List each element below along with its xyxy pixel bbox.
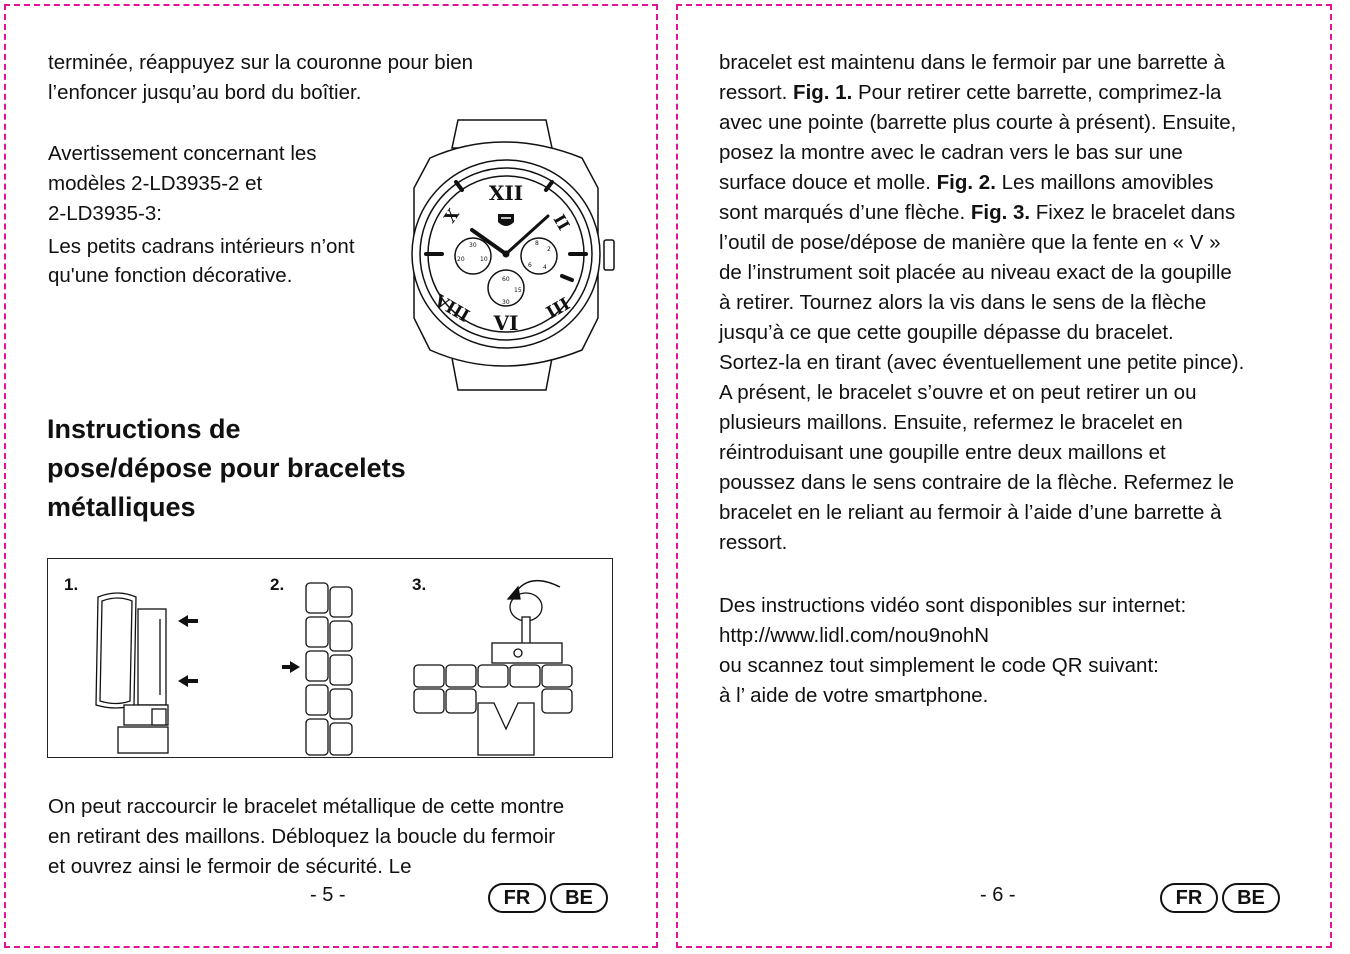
paragraph-line: posez la montre avec le cadran vers le bas sur une xyxy=(719,141,1183,164)
language-badges xyxy=(1160,883,1280,913)
bracelet-links-drawing xyxy=(306,583,352,755)
svg-text:30: 30 xyxy=(502,299,510,306)
body-line: en retirant des maillons. Débloquez la boucle du fermoir xyxy=(48,825,556,848)
heading-line: pose/dépose pour bracelets xyxy=(47,453,406,483)
numeral-8: VIII xyxy=(430,290,473,327)
paragraph-line: jusqu’à ce que cette goupille dépasse du bracelet. xyxy=(719,321,1174,344)
arrow-left-icon xyxy=(178,615,198,687)
language-badges xyxy=(488,883,608,913)
section-heading xyxy=(47,410,406,527)
body-text xyxy=(48,792,564,882)
badge-be: BE xyxy=(1222,883,1280,913)
svg-text:2: 2 xyxy=(547,246,551,253)
intro-line: l’enfoncer jusqu’au bord du boîtier. xyxy=(48,81,362,104)
paragraph-line: bracelet en le reliant au fermoir à l’aide d’une barrette à xyxy=(719,501,1222,524)
svg-text:20: 20 xyxy=(457,256,465,263)
figure-illustrations xyxy=(48,559,612,757)
warning-title-line: 2-LD3935-3: xyxy=(48,202,162,225)
paragraph-line: Sortez-la en tirant (avec éventuellement une petite pince). xyxy=(719,351,1245,374)
clasp-drawing xyxy=(96,593,168,753)
right-page xyxy=(676,4,1332,948)
video-link[interactable]: http://www.lidl.com/nou9nohN xyxy=(719,624,990,647)
svg-text:30: 30 xyxy=(469,242,477,249)
paragraph-line: poussez dans le sens contraire de la flèche. Refermez le xyxy=(719,471,1235,494)
watch-illustration xyxy=(402,118,616,392)
svg-text:4: 4 xyxy=(543,264,547,271)
numeral-2: II xyxy=(549,211,574,234)
warning-title-line: modèles 2-LD3935-2 et xyxy=(48,172,263,195)
svg-text:60: 60 xyxy=(502,276,510,283)
arrow-right-icon xyxy=(282,661,300,673)
numeral-4: III xyxy=(543,294,574,324)
intro-line: terminée, réappuyez sur la couronne pour bien xyxy=(48,51,474,74)
badge-fr: FR xyxy=(1160,883,1218,913)
figure-label-1: 1. xyxy=(64,575,79,594)
numeral-6: VI xyxy=(493,311,519,335)
fig-ref-2: Fig. 2. xyxy=(936,171,996,194)
numeral-10: X xyxy=(440,205,463,227)
warning-title xyxy=(48,139,317,229)
paragraph-line: avec une pointe (barrette plus courte à présent). Ensuite, xyxy=(719,111,1237,134)
paragraph-line: ressort. xyxy=(719,531,788,554)
paragraph-line: bracelet est maintenu dans le fermoir par une barrette à xyxy=(719,51,1225,74)
numeral-12: XII xyxy=(488,181,524,205)
badge-be: BE xyxy=(550,883,608,913)
video-line: ou scannez tout simplement le code QR suivant: xyxy=(719,654,1159,677)
video-instructions xyxy=(719,591,1186,711)
intro-text xyxy=(48,48,473,108)
heading-line: métalliques xyxy=(47,492,196,522)
body-line: On peut raccourcir le bracelet métallique de cette montre xyxy=(48,795,565,818)
video-line: Des instructions vidéo sont disponibles sur internet: xyxy=(719,594,1187,617)
paragraph-line: A présent, le bracelet s’ouvre et on peut retirer un ou xyxy=(719,381,1197,404)
svg-text:10: 10 xyxy=(480,256,488,263)
paragraph-line: l’outil de pose/dépose de manière que la fente en « V » xyxy=(719,231,1221,254)
heading-line: Instructions de xyxy=(47,414,241,444)
paragraph-line: à retirer. Tournez alors la vis dans le sens de la flèche xyxy=(719,291,1207,314)
fig-ref-1: Fig. 1. xyxy=(793,81,853,104)
page-number: - 5 - xyxy=(310,884,346,906)
left-page xyxy=(4,4,658,948)
svg-text:6: 6 xyxy=(528,262,532,269)
paragraph-line: sont marqués d’une flèche. Fig. 3. Fixez le bracelet dans xyxy=(719,201,1236,224)
svg-text:8: 8 xyxy=(535,240,539,247)
warning-text xyxy=(48,232,355,290)
badge-fr: FR xyxy=(488,883,546,913)
paragraph-line: de l’instrument soit placée au niveau exact de la goupille xyxy=(719,261,1232,284)
figure-box xyxy=(47,558,613,758)
warning-text-line: Les petits cadrans intérieurs n’ont xyxy=(48,235,355,258)
paragraph-line: réintroduisant une goupille entre deux maillons et xyxy=(719,441,1166,464)
svg-text:15: 15 xyxy=(514,287,522,294)
paragraph-line: surface douce et molle. Fig. 2. Les maillons amovibles xyxy=(719,171,1214,194)
video-line: à l’ aide de votre smartphone. xyxy=(719,684,989,707)
tool-drawing xyxy=(414,593,572,755)
paragraph-line: ressort. Fig. 1. Pour retirer cette barrette, comprimez-la xyxy=(719,81,1222,104)
instructions-paragraph xyxy=(719,48,1244,558)
body-line: et ouvrez ainsi le fermoir de sécurité. Le xyxy=(48,855,412,878)
page-number: - 6 - xyxy=(980,884,1016,906)
paragraph-line: plusieurs maillons. Ensuite, refermez le bracelet en xyxy=(719,411,1183,434)
warning-title-line: Avertissement concernant les xyxy=(48,142,317,165)
fig-ref-3: Fig. 3. xyxy=(970,201,1031,224)
figure-label-3: 3. xyxy=(412,575,427,594)
warning-text-line: qu'une fonction décorative. xyxy=(48,264,293,287)
figure-label-2: 2. xyxy=(270,575,285,594)
